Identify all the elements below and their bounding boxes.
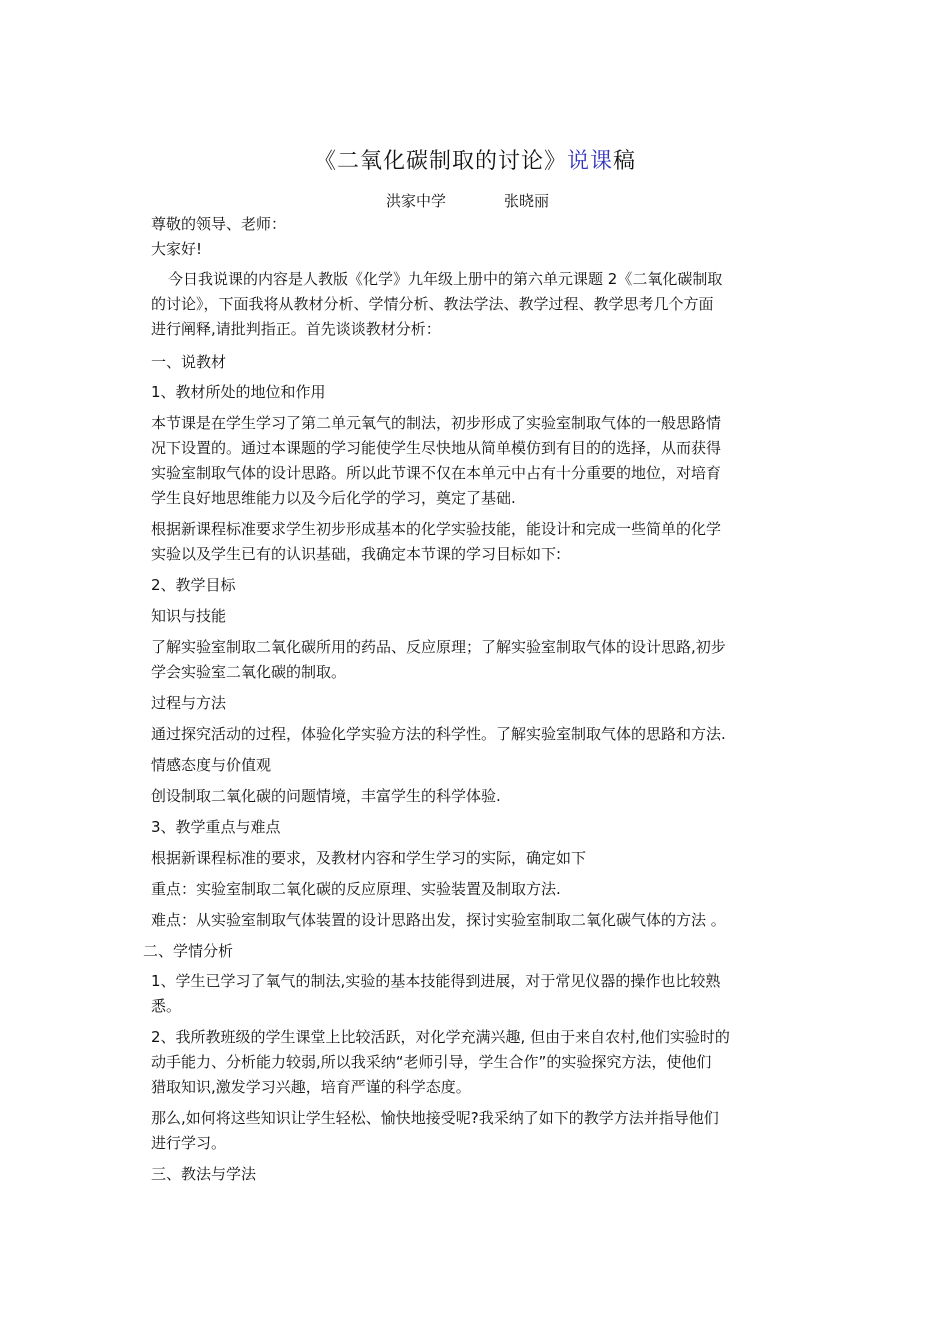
section1-para2-line2: 实验以及学生已有的认识基础，我确定本节课的学习目标如下:	[151, 545, 562, 563]
section2-item2-line2: 动手能力、分析能力较弱,所以我采纳“老师引导，学生合作”的实验探究方法，使他们	[151, 1053, 712, 1071]
transition-line1: 那么,如何将这些知识让学生轻松、愉快地接受呢?我采纳了如下的教学方法并指导他们	[151, 1109, 719, 1127]
emotion-text: 创设制取二氧化碳的问题情境，丰富学生的科学体验.	[151, 787, 501, 805]
difficult-point: 难点：从实验室制取气体装置的设计思路出发，探讨实验室制取二氧化碳气体的方法 。	[151, 911, 726, 929]
section1-para1-line2: 况下设置的。通过本课题的学习能使学生尽快地从简单模仿到有目的的选择，从而获得	[151, 439, 722, 457]
salutation-1: 尊敬的领导、老师：	[151, 215, 287, 233]
process-heading: 过程与方法	[151, 694, 227, 712]
section2-heading: 二、学情分析	[143, 942, 234, 960]
section2-item1-line2: 悉。	[151, 997, 182, 1015]
section2-item2-line1: 2、我所教班级的学生课堂上比较活跃，对化学充满兴趣, 但由于来自农村,他们实验时的	[151, 1028, 730, 1046]
knowledge-heading: 知识与技能	[151, 607, 227, 625]
intro-line-3: 进行阐释,请批判指正。首先谈谈教材分析：	[151, 320, 441, 338]
knowledge-line1: 了解实验室制取二氧化碳所用的药品、反应原理；了解实验室制取气体的设计思路,初步	[151, 638, 726, 656]
key-point: 重点：实验室制取二氧化碳的反应原理、实验装置及制取方法.	[151, 880, 561, 898]
transition-line2: 进行学习。	[151, 1134, 227, 1152]
author-name: 张晓丽	[504, 192, 550, 210]
section1-para2-line1: 根据新课程标准要求学生初步形成基本的化学实验技能，能设计和完成一些简单的化学	[151, 520, 722, 538]
section1-para1-line1: 本节课是在学生学习了第二单元氧气的制法，初步形成了实验室制取气体的一般思路情	[151, 414, 722, 432]
section1-para1-line4: 学生良好地思维能力以及今后化学的学习，奠定了基础.	[151, 489, 516, 507]
process-text: 通过探究活动的过程，体验化学实验方法的科学性。了解实验室制取气体的思路和方法.	[151, 725, 726, 743]
section1-sub1: 1、教材所处的地位和作用	[151, 383, 326, 401]
section3-heading: 三、教法与学法	[151, 1165, 257, 1183]
knowledge-line2: 学会实验室二氧化碳的制取。	[151, 663, 347, 681]
intro-line-1: 今日我说课的内容是人教版《化学》九年级上册中的第六单元课题 2《二氧化碳制取	[168, 270, 723, 288]
section1-sub3: 3、教学重点与难点	[151, 818, 281, 836]
section1-para1-line3: 实验室制取气体的设计思路。所以此节课不仅在本单元中占有十分重要的地位，对培育	[151, 464, 722, 482]
title-main: 《二氧化碳制取的讨论》	[313, 149, 567, 174]
section1-sub2: 2、教学目标	[151, 576, 236, 594]
author-line	[386, 190, 549, 211]
section1-heading: 一、说教材	[151, 353, 227, 371]
salutation-2: 大家好!	[151, 240, 203, 258]
intro-line-2: 的讨论》，下面我将从教材分析、学情分析、教法学法、教学过程、教学思考几个方面	[151, 295, 714, 313]
document-title	[0, 144, 950, 175]
section2-item2-line3: 猎取知识,激发学习兴趣，培育严谨的科学态度。	[151, 1078, 471, 1096]
author-school: 洪家中学	[386, 192, 447, 210]
emotion-heading: 情感态度与价值观	[151, 756, 272, 774]
key-intro: 根据新课程标准的要求，及教材内容和学生学习的实际，确定如下	[151, 849, 587, 867]
title-highlight: 说课	[566, 149, 613, 174]
title-suffix: 稿	[613, 149, 637, 174]
section2-item1-line1: 1、学生已学习了氧气的制法,实验的基本技能得到进展，对于常见仪器的操作也比较熟	[151, 972, 721, 990]
